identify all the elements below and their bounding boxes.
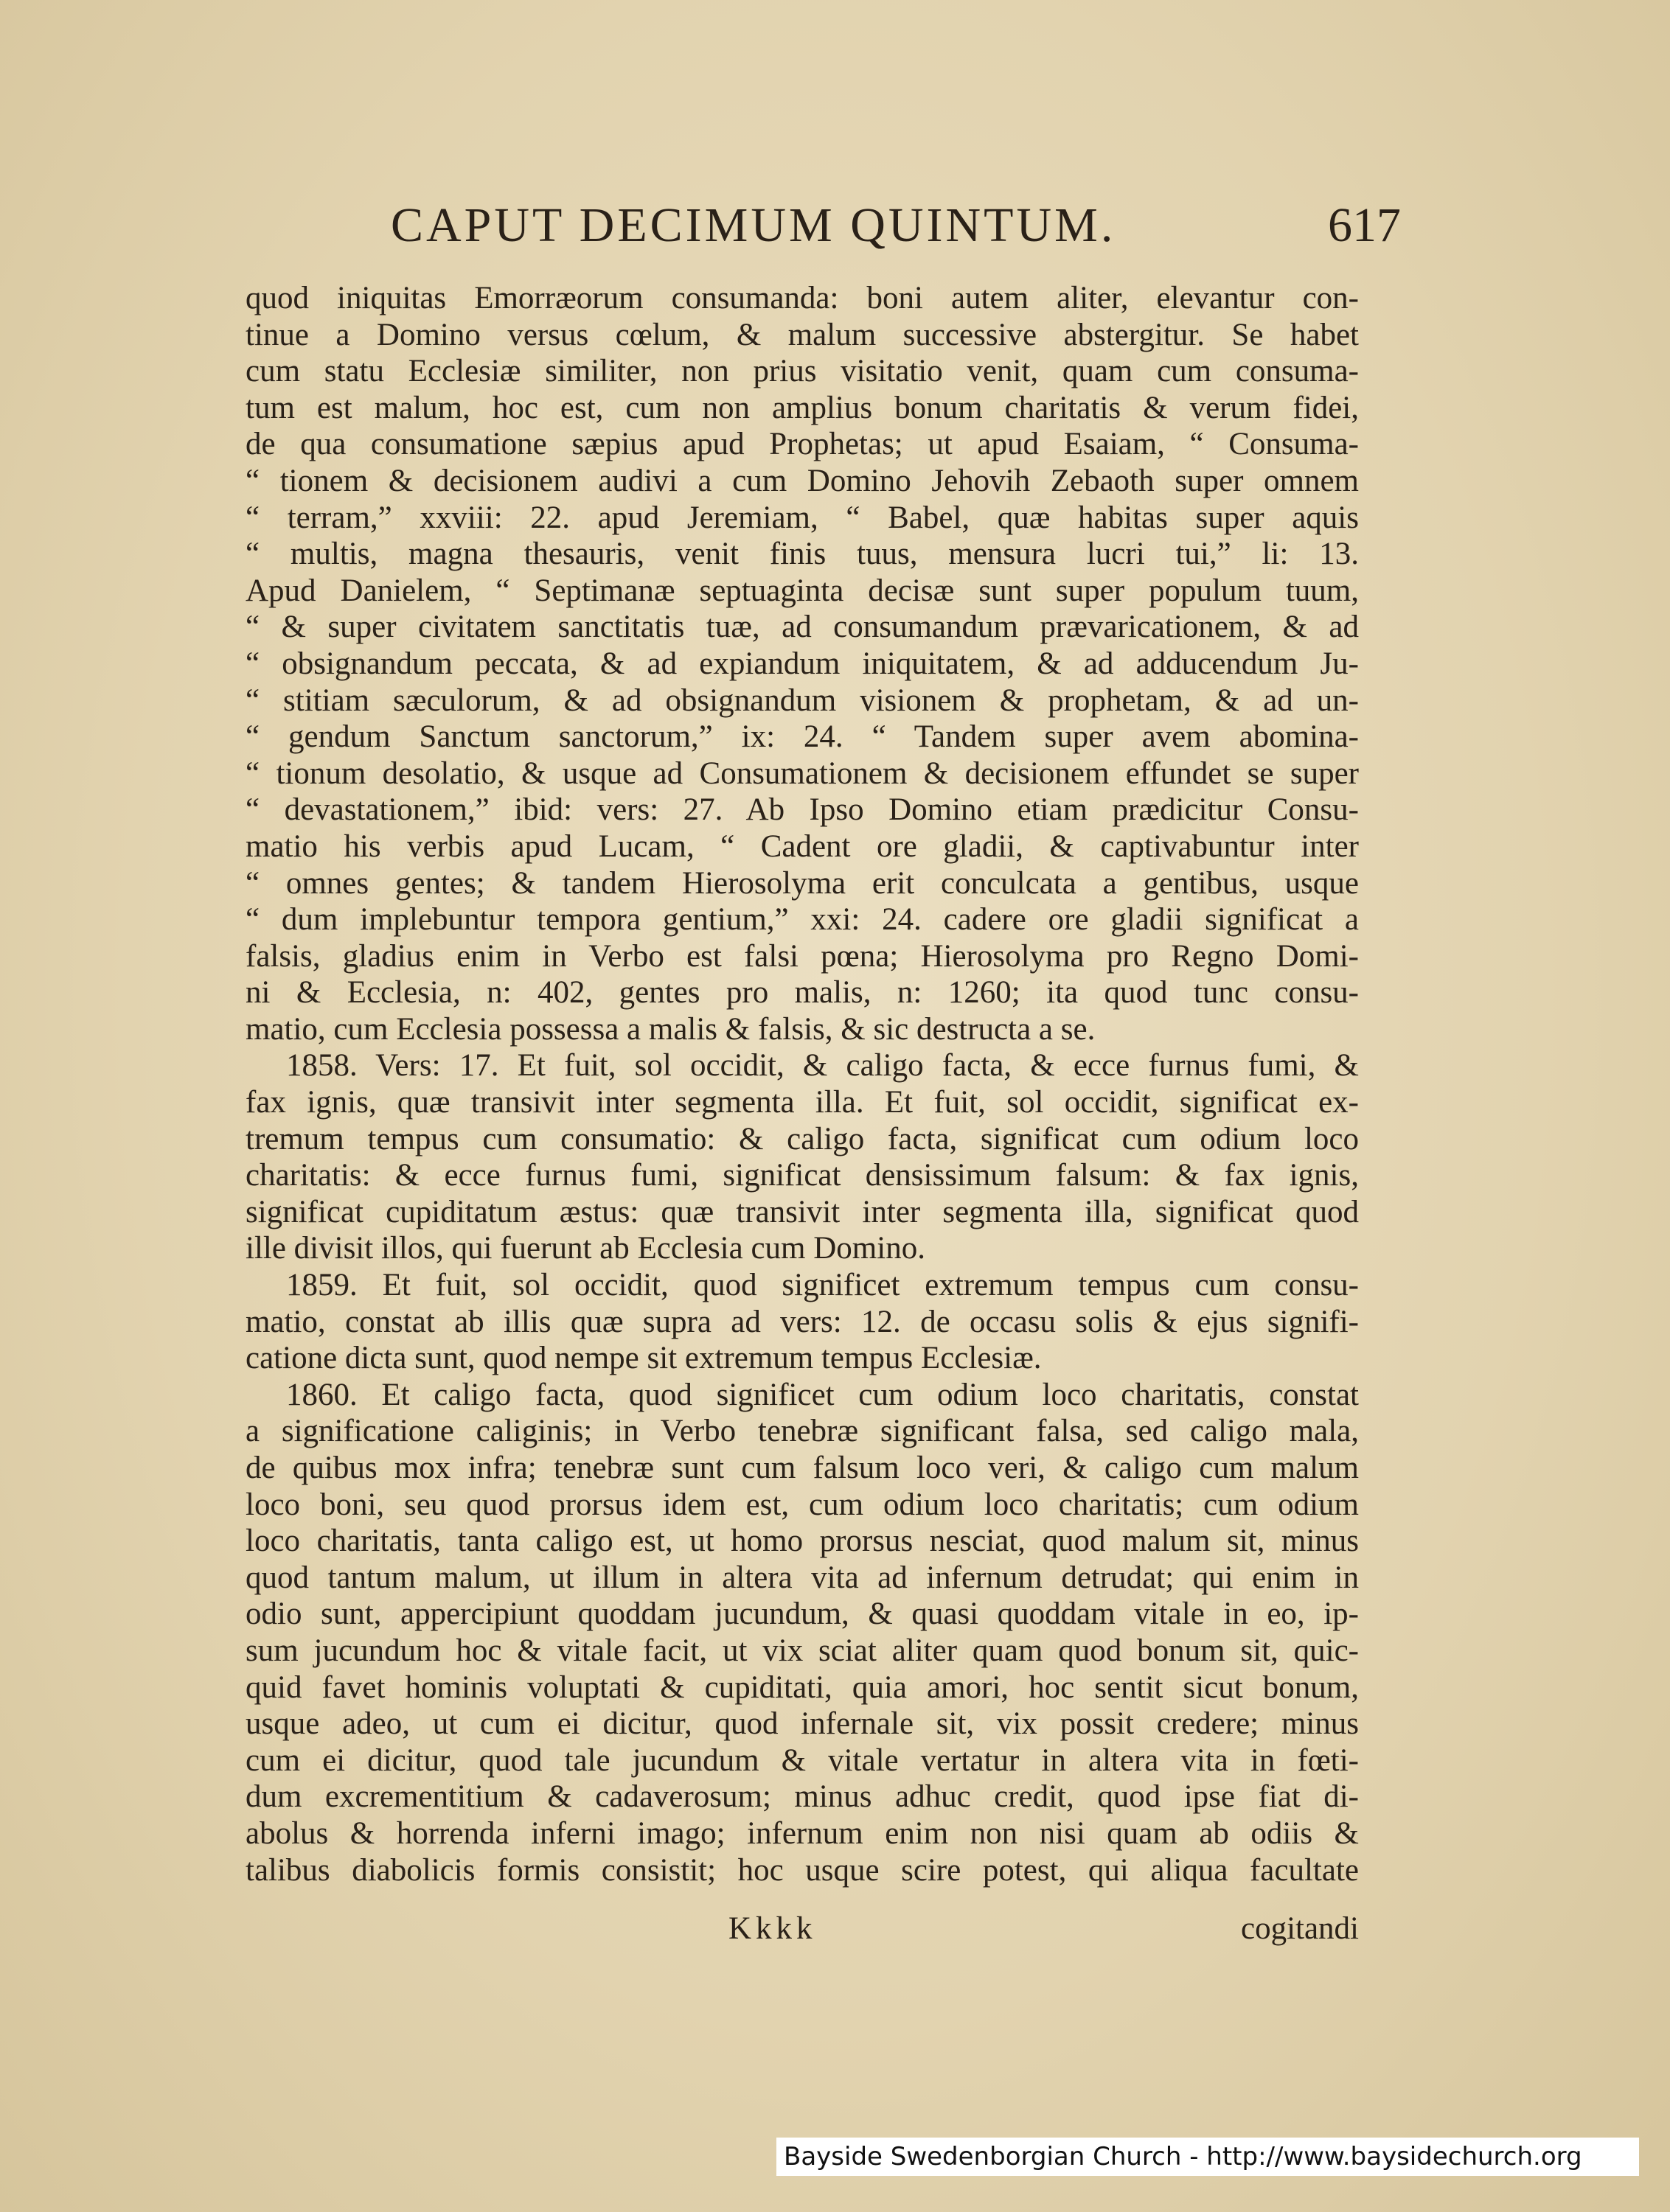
text-line: “ & super civitatem sanctitatis tuæ, ad consumandum prævaricationem, & ad: [246, 610, 1359, 645]
text-line: ille divisit illos, qui fuerunt ab Ecclesia cum Domino.: [246, 1231, 925, 1266]
text-line: “ terram,” xxviii: 22. apud Jeremiam, “ Babel, quæ habitas super aquis: [246, 500, 1359, 535]
text-line: quod iniquitas Emorræorum consumanda: boni autem aliter, elevantur con-: [246, 281, 1359, 315]
text-line: “ dum implebuntur tempora gentium,” xxi: 24. cadere ore gladii significat a: [246, 902, 1359, 938]
text-line: odio sunt, appercipiunt quoddam jucundum, & quasi quoddam vitale in eo, ip-: [246, 1597, 1359, 1632]
text-line: “ multis, magna thesauris, venit finis tuus, mensura lucri tui,” li: 13.: [246, 537, 1359, 572]
text-line: matio, constat ab illis quæ supra ad vers: 12. de occasu solis & ejus signifi-: [246, 1304, 1359, 1339]
signature-mark: Kkkk: [728, 1911, 817, 1946]
text-line: quod tantum malum, ut illum in altera vita ad infernum detrudat; qui enim in: [246, 1560, 1359, 1595]
text-line: charitatis: & ecce furnus fumi, significat densissimum falsum: & fax ignis,: [246, 1158, 1359, 1193]
text-line: cum statu Ecclesiæ similiter, non prius visitatio venit, quam cum consuma-: [246, 354, 1359, 389]
text-line: quid favet hominis voluptati & cupiditati, quia amori, hoc sentit sicut bonum,: [246, 1670, 1359, 1705]
text-line: loco boni, seu quod prorsus idem est, cum odium loco charitatis; cum odium: [246, 1487, 1359, 1522]
text-line: 1858. Vers: 17. Et fuit, sol occidit, & caligo facta, & ecce furnus fumi, &: [286, 1048, 1359, 1084]
source-watermark: Bayside Swedenborgian Church - http://www.baysidechurch.org: [776, 2138, 1639, 2176]
text-line: de quibus mox infra; tenebræ sunt cum falsum loco veri, & caligo cum malum: [246, 1451, 1359, 1485]
text-line: fax ignis, quæ transivit inter segmenta illa. Et fuit, sol occidit, significat ex-: [246, 1085, 1359, 1120]
page-footer: [246, 1911, 1359, 1947]
page-number: 617: [1328, 198, 1401, 252]
text-line: “ tionum desolatio, & usque ad Consumationem & decisionem effundet se super: [246, 756, 1359, 791]
text-line: tremum tempus cum consumatio: & caligo facta, significat cum odium loco: [246, 1121, 1359, 1156]
text-line: “ obsignandum peccata, & ad expiandum iniquitatem, & ad adducendum Ju-: [246, 646, 1359, 681]
text-line: dum excrementitium & cadaverosum; minus adhuc credit, quod ipse fiat di-: [246, 1779, 1359, 1815]
text-line: sum jucundum hoc & vitale facit, ut vix sciat aliter quam quod bonum sit, quic-: [246, 1633, 1359, 1668]
text-line: “ gendum Sanctum sanctorum,” ix: 24. “ Tandem super avem abomina-: [246, 719, 1359, 755]
running-head: CAPUT DECIMUM QUINTUM.: [391, 198, 1116, 252]
text-line: “ tionem & decisionem audivi a cum Domino Jehovih Zebaoth super omnem: [246, 463, 1359, 498]
text-line: cum ei dicitur, quod tale jucundum & vitale vertatur in altera vita in fœti-: [246, 1742, 1359, 1778]
text-line: matio, cum Ecclesia possessa a malis & falsis, & sic destructa a se.: [246, 1011, 1096, 1047]
text-line: ni & Ecclesia, n: 402, gentes pro malis, n: 1260; ita quod tunc consu-: [246, 975, 1359, 1011]
text-line: “ stitiam sæculorum, & ad obsignandum visionem & prophetam, & ad un-: [246, 683, 1359, 718]
text-line: abolus & horrenda inferni imago; infernum enim non nisi quam ab odiis &: [246, 1815, 1359, 1851]
text-line: significat cupiditatum æstus: quæ transivit inter segmenta illa, significat quod: [246, 1194, 1359, 1229]
catchword: cogitandi: [1240, 1911, 1359, 1946]
text-line: catione dicta sunt, quod nempe sit extremum tempus Ecclesiæ.: [246, 1341, 1042, 1376]
text-line: 1859. Et fuit, sol occidit, quod significet extremum tempus cum consu-: [286, 1268, 1359, 1303]
text-line: falsis, gladius enim in Verbo est falsi pœna; Hierosolyma pro Regno Domi-: [246, 938, 1359, 974]
text-line: de qua consumatione sæpius apud Prophetas; ut apud Esaiam, “ Consuma-: [246, 427, 1359, 462]
page-header: [391, 198, 1401, 257]
text-line: 1860. Et caligo facta, quod significet cum odium loco charitatis, constat: [286, 1377, 1359, 1412]
text-line: Apud Danielem, “ Septimanæ septuaginta decisæ sunt super populum tuum,: [246, 573, 1359, 608]
body-text: [246, 280, 1359, 1888]
text-line: matio his verbis apud Lucam, “ Cadent ore gladii, & captivabuntur inter: [246, 828, 1359, 864]
text-line: “ omnes gentes; & tandem Hierosolyma erit conculcata a gentibus, usque: [246, 865, 1359, 901]
text-line: usque adeo, ut cum ei dicitur, quod infernale sit, vix possit credere; minus: [246, 1706, 1359, 1742]
text-line: a significatione caliginis; in Verbo tenebræ significant falsa, sed caligo mala,: [246, 1414, 1359, 1449]
text-line: loco charitatis, tanta caligo est, ut homo prorsus nesciat, quod malum sit, minus: [246, 1524, 1359, 1559]
text-line: talibus diabolicis formis consistit; hoc usque scire potest, qui aliqua facultate: [246, 1852, 1359, 1888]
text-line: “ devastationem,” ibid: vers: 27. Ab Ipso Domino etiam prædicitur Consu-: [246, 792, 1359, 828]
text-line: tum est malum, hoc est, cum non amplius bonum charitatis & verum fidei,: [246, 390, 1359, 425]
text-line: tinue a Domino versus cœlum, & malum successive abstergitur. Se habet: [246, 317, 1359, 352]
